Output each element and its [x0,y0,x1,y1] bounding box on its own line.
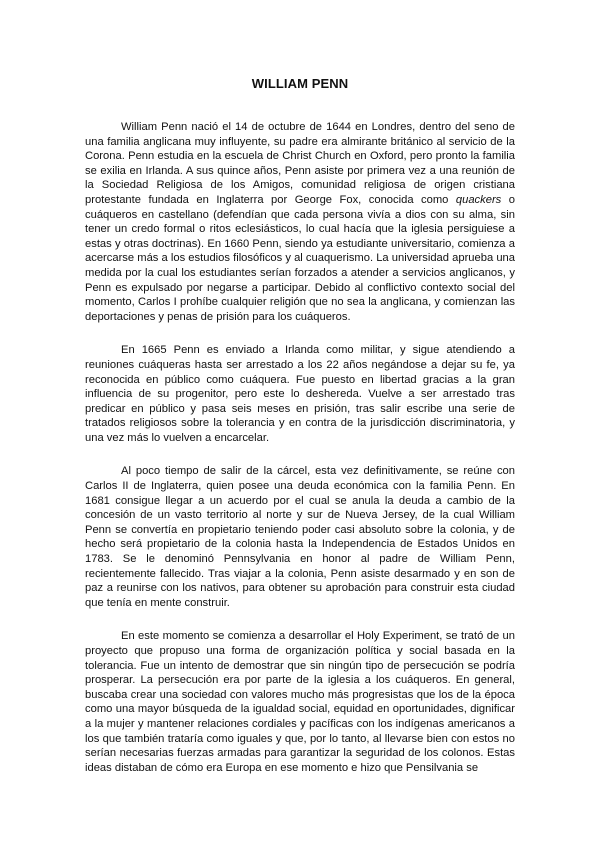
paragraph-1-emphasis: quackers [455,193,502,206]
paragraph-1-text-start: William Penn nació el 14 de octubre de 1644 en Londres, dentro del seno de una familia anglicana muy influyente, su padre era almirante británico al servicio de la Corona. Penn estudia en la escuela de Christ Church en Oxford, pero pronto la familia se exilia en Irlanda. A sus quince años, Penn asiste por primera vez a una reunión de la Sociedad Religiosa de los Amigos, comunidad religiosa de origen cristiana protestante fundada en Inglaterra por George Fox, conocida como [85,121,515,206]
document-body [85,120,515,794]
paragraph-1 [85,120,515,324]
page-title: WILLIAM PENN [251,76,349,91]
paragraph-4: En este momento se comienza a desarrollar el Holy Experiment, se trató de un proyecto que propuso una forma de organización política y social basada en la tolerancia. Fue un intento de demostrar que sin ningún tipo de persecución se podría prosperar. La persecución era por parte de la iglesia a los cuáqueros. En general, buscaba crear una sociedad con valores mucho más progresistas que los de la época como una mayor búsqueda de la igualdad social, equidad en oportunidades, dignificar a la mujer y mantener relaciones cordiales y pacíficas con los indígenas americanos a los que también trataría como iguales y que, por lo tanto, al llevarse bien con estos no serían necesarias fuerzas armadas para garantizar la seguridad de los colonos. Estas ideas distaban de cómo era Europa en ese momento e hizo que Pensilvania se [85,630,515,774]
paragraph-2: En 1665 Penn es enviado a Irlanda como militar, y sigue atendiendo a reuniones cuáqueras hasta ser arrestado a los 22 años negándose a dejar su fe, ya reconocida en público como cuáquera. Fue puesto en libertad gracias a la gran influencia de su progenitor, pero este lo deshereda. Vuelve a ser arrestado tras predicar en público y pasa seis meses en prisión, tras salir escribe una serie de tratados religiosos sobre la tolerancia y en contra de la jurisdicción discriminatoria, y una vez más lo vuelven a encarcelar. [85,344,515,444]
paragraph-3: Al poco tiempo de salir de la cárcel, esta vez definitivamente, se reúne con Carlos II de Inglaterra, quien posee una deuda económica con la familia Penn. En 1681 consigue llegar a un acuerdo por el cual se anula la deuda a cambio de la concesión de un vasto territorio al norte y sur de Nueva Jersey, de la cual William Penn se convertía en propietario teniendo poder casi absoluto sobre la colonia, y de hecho será propietario de la colonia hasta la Independencia de Estados Unidos en 1783. Se le denominó Pennsylvania en honor al padre de William Penn, recientemente fallecido. Tras viajar a la colonia, Penn asiste desarmado y en son de paz a reunirse con los nativos, para obtener su aprobación para construir esta ciudad que tenía en mente construir. [85,465,515,609]
paragraph-1-text-end: o cuáqueros en castellano (defendían que cada persona vivía a dios con su alma, sin tener un credo formal o ritos eclesiásticos, lo cual hacía que la iglesia persiguiese a estas y otras doctrinas). En 1660 Penn, siendo ya estudiante universitario, comienza a acercarse más a los estudios filosóficos y al cuaquerismo. La universidad aprueba una medida por la cual los estudiantes serían forzados a atender a servicios anglicanos, y Penn es expulsado por negarse a participar. Debido al conflictivo contexto social del momento, Carlos I prohíbe cualquier religión que no sea la anglicana, y comienzan las deportaciones y penas de prisión para los cuáqueros. [85,193,515,323]
